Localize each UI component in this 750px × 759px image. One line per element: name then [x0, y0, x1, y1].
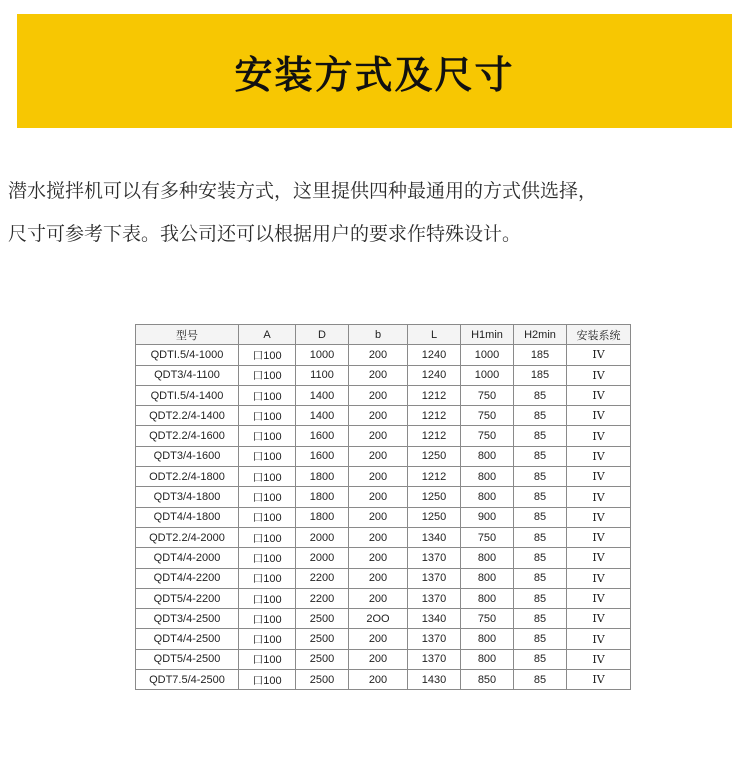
cell-h1min: 800 [461, 487, 514, 507]
cell-install-system: IV [567, 426, 631, 446]
cell-d: 1800 [296, 467, 349, 487]
cell-a: 口100 [239, 609, 296, 629]
cell-model: QDT3/4-1100 [136, 365, 239, 385]
cell-h2min: 85 [514, 507, 567, 527]
cell-h2min: 85 [514, 629, 567, 649]
cell-d: 1800 [296, 507, 349, 527]
intro-line-1: 潜水搅拌机可以有多种安装方式，这里提供四种最通用的方式供选择， [8, 180, 598, 202]
table-row [136, 385, 631, 405]
cell-h2min: 85 [514, 548, 567, 568]
cell-a: 口100 [239, 446, 296, 466]
cell-install-system: IV [567, 365, 631, 385]
cell-a: 口100 [239, 670, 296, 690]
cell-install-system: IV [567, 527, 631, 547]
header-b: b [349, 325, 408, 345]
cell-install-system: IV [567, 446, 631, 466]
cell-install-system: IV [567, 406, 631, 426]
cell-install-system: IV [567, 588, 631, 608]
cell-h1min: 800 [461, 446, 514, 466]
cell-h2min: 85 [514, 487, 567, 507]
cell-d: 1400 [296, 385, 349, 405]
table-row [136, 649, 631, 669]
cell-install-system: IV [567, 629, 631, 649]
cell-install-system: IV [567, 487, 631, 507]
cell-model: QDT4/4-2500 [136, 629, 239, 649]
cell-l: 1370 [408, 568, 461, 588]
cell-model: QDT3/4-1800 [136, 487, 239, 507]
cell-b: 200 [349, 507, 408, 527]
cell-model: QDT4/4-2000 [136, 548, 239, 568]
cell-model: ODT2.2/4-1800 [136, 467, 239, 487]
cell-a: 口100 [239, 365, 296, 385]
cell-a: 口100 [239, 467, 296, 487]
cell-d: 2500 [296, 670, 349, 690]
cell-h1min: 1000 [461, 365, 514, 385]
cell-l: 1250 [408, 446, 461, 466]
cell-l: 1212 [408, 426, 461, 446]
cell-model: QDT3/4-1600 [136, 446, 239, 466]
cell-b: 200 [349, 568, 408, 588]
cell-b: 200 [349, 365, 408, 385]
cell-d: 2200 [296, 588, 349, 608]
header-install-system: 安装系统 [567, 325, 631, 345]
cell-l: 1340 [408, 609, 461, 629]
cell-h1min: 800 [461, 568, 514, 588]
cell-l: 1212 [408, 406, 461, 426]
cell-d: 1600 [296, 426, 349, 446]
table-row [136, 426, 631, 446]
table-row [136, 365, 631, 385]
cell-a: 口100 [239, 649, 296, 669]
cell-l: 1250 [408, 507, 461, 527]
header-h2min: H2min [514, 325, 567, 345]
cell-h2min: 85 [514, 568, 567, 588]
cell-l: 1370 [408, 548, 461, 568]
cell-l: 1370 [408, 649, 461, 669]
intro-line-2: 尺寸可参考下表。我公司还可以根据用户的要求作特殊设计。 [8, 223, 522, 245]
spec-table [135, 324, 631, 690]
table-row [136, 507, 631, 527]
cell-b: 200 [349, 588, 408, 608]
cell-h2min: 85 [514, 406, 567, 426]
table-row [136, 406, 631, 426]
cell-b: 200 [349, 670, 408, 690]
cell-b: 200 [349, 629, 408, 649]
cell-h1min: 750 [461, 426, 514, 446]
cell-model: QDT3/4-2500 [136, 609, 239, 629]
cell-l: 1430 [408, 670, 461, 690]
table-row [136, 548, 631, 568]
cell-model: QDT5/4-2200 [136, 588, 239, 608]
cell-install-system: IV [567, 507, 631, 527]
cell-l: 1240 [408, 345, 461, 365]
cell-b: 200 [349, 649, 408, 669]
cell-a: 口100 [239, 507, 296, 527]
cell-install-system: IV [567, 649, 631, 669]
cell-a: 口100 [239, 588, 296, 608]
cell-a: 口100 [239, 345, 296, 365]
cell-h1min: 1000 [461, 345, 514, 365]
header-l: L [408, 325, 461, 345]
cell-install-system: IV [567, 385, 631, 405]
header-model: 型号 [136, 325, 239, 345]
table-row [136, 467, 631, 487]
cell-d: 1800 [296, 487, 349, 507]
header-d: D [296, 325, 349, 345]
cell-model: QDT2.2/4-1400 [136, 406, 239, 426]
cell-d: 1100 [296, 365, 349, 385]
cell-l: 1240 [408, 365, 461, 385]
cell-h2min: 85 [514, 385, 567, 405]
cell-h2min: 85 [514, 588, 567, 608]
cell-h1min: 750 [461, 385, 514, 405]
cell-l: 1250 [408, 487, 461, 507]
cell-h1min: 800 [461, 629, 514, 649]
cell-model: QDT4/4-1800 [136, 507, 239, 527]
table-row [136, 345, 631, 365]
cell-h1min: 900 [461, 507, 514, 527]
table-row [136, 670, 631, 690]
page-title: 安装方式及尺寸 [234, 52, 515, 97]
cell-model: QDT4/4-2200 [136, 568, 239, 588]
cell-h2min: 85 [514, 670, 567, 690]
cell-model: QDT2.2/4-1600 [136, 426, 239, 446]
cell-l: 1340 [408, 527, 461, 547]
cell-install-system: IV [567, 609, 631, 629]
cell-h2min: 185 [514, 365, 567, 385]
cell-h1min: 800 [461, 548, 514, 568]
cell-b: 200 [349, 467, 408, 487]
cell-model: QDTI.5/4-1400 [136, 385, 239, 405]
cell-l: 1212 [408, 467, 461, 487]
cell-h2min: 85 [514, 527, 567, 547]
cell-l: 1370 [408, 629, 461, 649]
table-row [136, 568, 631, 588]
cell-a: 口100 [239, 568, 296, 588]
cell-h2min: 85 [514, 446, 567, 466]
cell-h2min: 85 [514, 467, 567, 487]
header-h1min: H1min [461, 325, 514, 345]
table-row [136, 446, 631, 466]
cell-d: 1400 [296, 406, 349, 426]
cell-b: 200 [349, 527, 408, 547]
cell-a: 口100 [239, 406, 296, 426]
cell-l: 1370 [408, 588, 461, 608]
cell-install-system: IV [567, 670, 631, 690]
cell-d: 2500 [296, 649, 349, 669]
table-body [136, 345, 631, 690]
cell-h1min: 750 [461, 527, 514, 547]
cell-model: QDT7.5/4-2500 [136, 670, 239, 690]
cell-a: 口100 [239, 548, 296, 568]
cell-a: 口100 [239, 487, 296, 507]
table-row [136, 487, 631, 507]
intro-text [8, 170, 743, 256]
cell-b: 200 [349, 406, 408, 426]
cell-d: 2000 [296, 527, 349, 547]
cell-h1min: 800 [461, 649, 514, 669]
table-row [136, 588, 631, 608]
cell-install-system: IV [567, 467, 631, 487]
cell-a: 口100 [239, 527, 296, 547]
cell-d: 1600 [296, 446, 349, 466]
cell-h1min: 800 [461, 588, 514, 608]
cell-d: 2200 [296, 568, 349, 588]
cell-b: 200 [349, 426, 408, 446]
cell-install-system: IV [567, 345, 631, 365]
cell-model: QDT2.2/4-2000 [136, 527, 239, 547]
cell-model: QDT5/4-2500 [136, 649, 239, 669]
cell-h1min: 750 [461, 406, 514, 426]
cell-b: 2OO [349, 609, 408, 629]
cell-h1min: 750 [461, 609, 514, 629]
cell-h1min: 850 [461, 670, 514, 690]
cell-a: 口100 [239, 385, 296, 405]
table-row [136, 527, 631, 547]
table-row [136, 629, 631, 649]
cell-a: 口100 [239, 426, 296, 446]
title-banner [17, 14, 732, 128]
cell-b: 200 [349, 487, 408, 507]
cell-h2min: 85 [514, 426, 567, 446]
cell-d: 2500 [296, 609, 349, 629]
cell-b: 200 [349, 385, 408, 405]
cell-d: 1000 [296, 345, 349, 365]
cell-model: QDTI.5/4-1000 [136, 345, 239, 365]
cell-b: 200 [349, 345, 408, 365]
cell-d: 2000 [296, 548, 349, 568]
cell-install-system: IV [567, 568, 631, 588]
cell-install-system: IV [567, 548, 631, 568]
cell-b: 200 [349, 446, 408, 466]
cell-b: 200 [349, 548, 408, 568]
table-header-row [136, 325, 631, 345]
cell-d: 2500 [296, 629, 349, 649]
table-row [136, 609, 631, 629]
cell-h2min: 85 [514, 649, 567, 669]
header-a: A [239, 325, 296, 345]
cell-l: 1212 [408, 385, 461, 405]
cell-a: 口100 [239, 629, 296, 649]
cell-h1min: 800 [461, 467, 514, 487]
cell-h2min: 85 [514, 609, 567, 629]
cell-h2min: 185 [514, 345, 567, 365]
